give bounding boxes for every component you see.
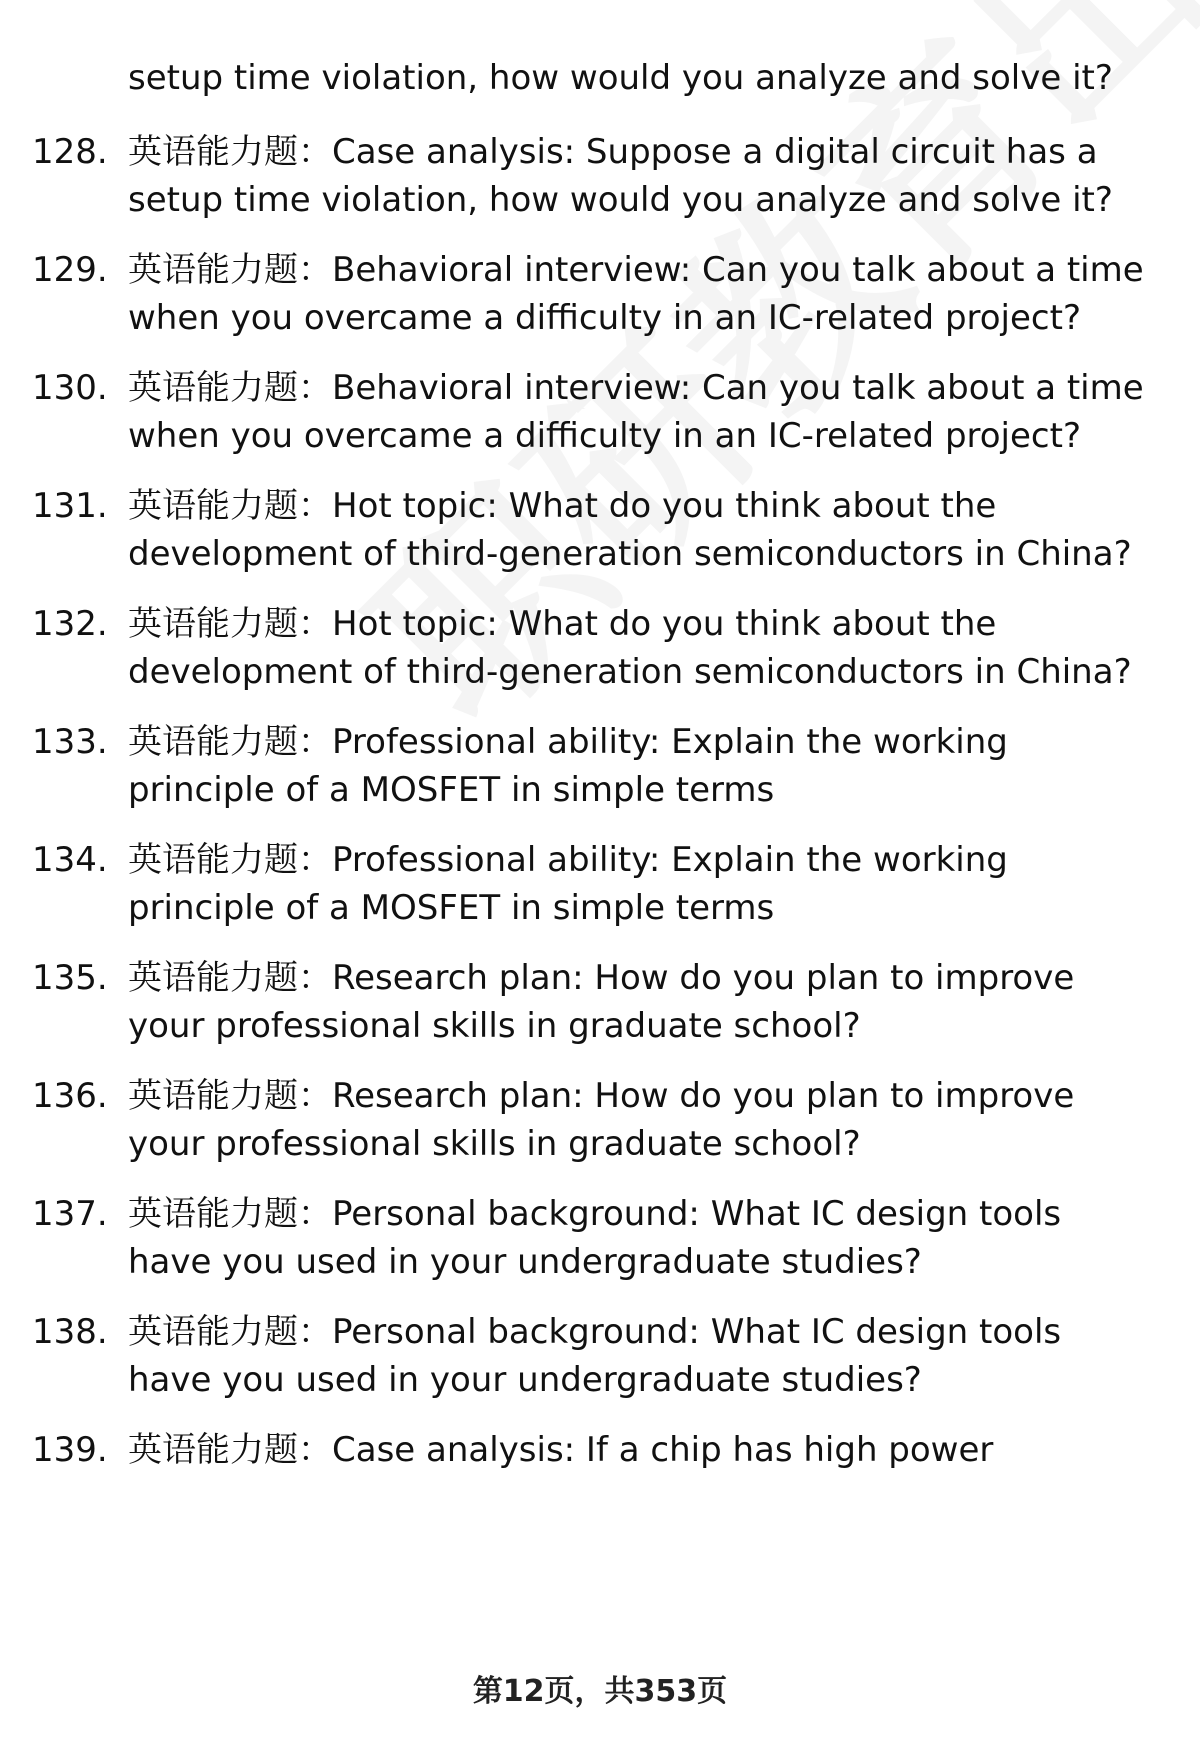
- continued-line: setup time violation, how would you analyze and solve it?: [128, 58, 1113, 98]
- item-text: [128, 128, 1168, 224]
- item-number: 128.: [32, 132, 108, 172]
- item-line: 英语能力题：Research plan: How do you plan to improve: [128, 1076, 1075, 1116]
- item-line: principle of a MOSFET in simple terms: [128, 770, 775, 810]
- item-line: have you used in your undergraduate studies?: [128, 1360, 922, 1400]
- item-line: when you overcame a difficulty in an IC-related project?: [128, 298, 1081, 338]
- item-line: when you overcame a difficulty in an IC-related project?: [128, 416, 1081, 456]
- item-number: 135.: [32, 958, 108, 998]
- item-line: 英语能力题：Research plan: How do you plan to improve: [128, 958, 1075, 998]
- item-line: setup time violation, how would you analyze and solve it?: [128, 180, 1113, 220]
- item-text: [128, 1072, 1168, 1168]
- item-line: 英语能力题：Hot topic: What do you think about the: [128, 486, 997, 526]
- item-line: 英语能力题：Hot topic: What do you think about the: [128, 604, 997, 644]
- item-number: 134.: [32, 840, 108, 880]
- item-text: [128, 1308, 1168, 1404]
- item-number: 130.: [32, 368, 108, 408]
- item-line: your professional skills in graduate school?: [128, 1006, 861, 1046]
- page-footer: 第12页，共353页: [472, 1674, 728, 1709]
- item-line: development of third-generation semiconductors in China?: [128, 652, 1132, 692]
- item-text: [128, 246, 1168, 342]
- item-line: 英语能力题：Behavioral interview: Can you talk about a time: [128, 250, 1144, 290]
- item-text: [128, 718, 1168, 814]
- item-text: [128, 954, 1168, 1050]
- item-line: have you used in your undergraduate studies?: [128, 1242, 922, 1282]
- item-text: [128, 482, 1168, 578]
- item-number: 139.: [32, 1430, 108, 1470]
- item-number: 137.: [32, 1194, 108, 1234]
- item-text: [128, 364, 1168, 460]
- item-number: 136.: [32, 1076, 108, 1116]
- item-text: [128, 600, 1168, 696]
- item-line: 英语能力题：Professional ability: Explain the working: [128, 840, 1008, 880]
- item-line: development of third-generation semiconductors in China?: [128, 534, 1132, 574]
- item-text: [128, 836, 1168, 932]
- item-line: 英语能力题：Personal background: What IC design tools: [128, 1194, 1062, 1234]
- item-line: 英语能力题：Behavioral interview: Can you talk about a time: [128, 368, 1144, 408]
- item-number: 131.: [32, 486, 108, 526]
- item-number: 129.: [32, 250, 108, 290]
- item-line: principle of a MOSFET in simple terms: [128, 888, 775, 928]
- item-line: 英语能力题：Case analysis: If a chip has high power: [128, 1430, 994, 1470]
- item-line: 英语能力题：Professional ability: Explain the working: [128, 722, 1008, 762]
- item-text: [128, 1190, 1168, 1286]
- item-text: [128, 1426, 1168, 1474]
- item-number: 133.: [32, 722, 108, 762]
- item-line: your professional skills in graduate school?: [128, 1124, 861, 1164]
- item-number: 138.: [32, 1312, 108, 1352]
- item-number: 132.: [32, 604, 108, 644]
- item-line: 英语能力题：Personal background: What IC design tools: [128, 1312, 1062, 1352]
- item-line: 英语能力题：Case analysis: Suppose a digital circuit has a: [128, 132, 1098, 172]
